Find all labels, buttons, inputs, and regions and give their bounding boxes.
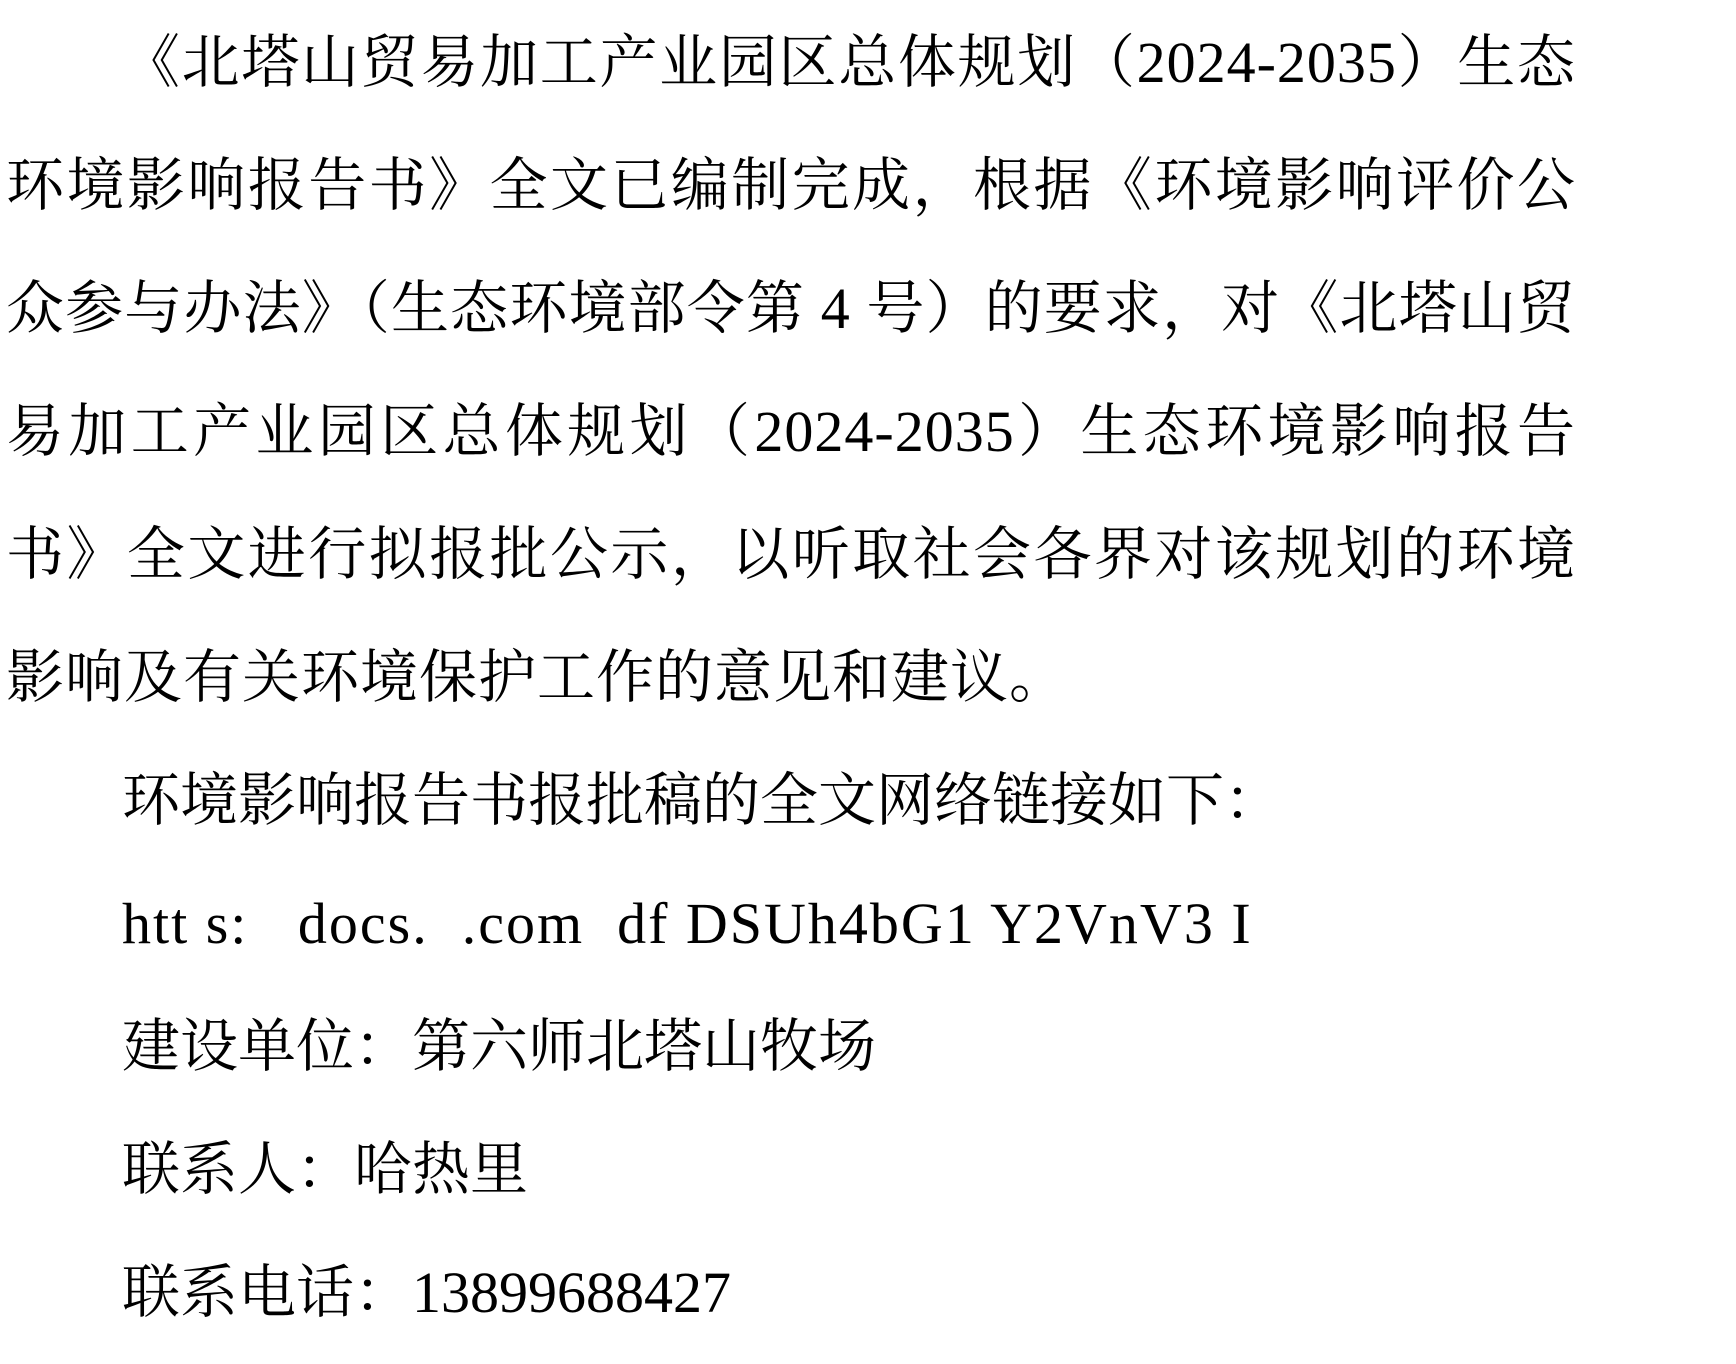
contact-person-line: 联系人：哈热里 (122, 1136, 529, 1202)
announcement-paragraph: 《北塔山贸易加工产业园区总体规划（2024-2035）生态环境影响报告书》全文已编制完成，根据《环境影响评价公众参与办法》（生态环境部令第 4 号）的要求，对《北塔山贸易加工产业园区总体规划（2024-2035）生态环境影响报告书》全文进行拟报批公示，以听取社会各界对该规划的环境影响及有关环境保护工作的意见和建议。 (6, 30, 1576, 710)
link-intro-line: 环境影响报告书报批稿的全文网络链接如下： (122, 767, 1283, 833)
contact-phone-line: 联系电话：13899688427 (122, 1259, 732, 1325)
report-url-text: htt s: docs. .com df DSUh4bG1 Y2VnV3 I (122, 890, 1253, 956)
construction-unit-line: 建设单位：第六师北塔山牧场 (122, 1013, 877, 1079)
